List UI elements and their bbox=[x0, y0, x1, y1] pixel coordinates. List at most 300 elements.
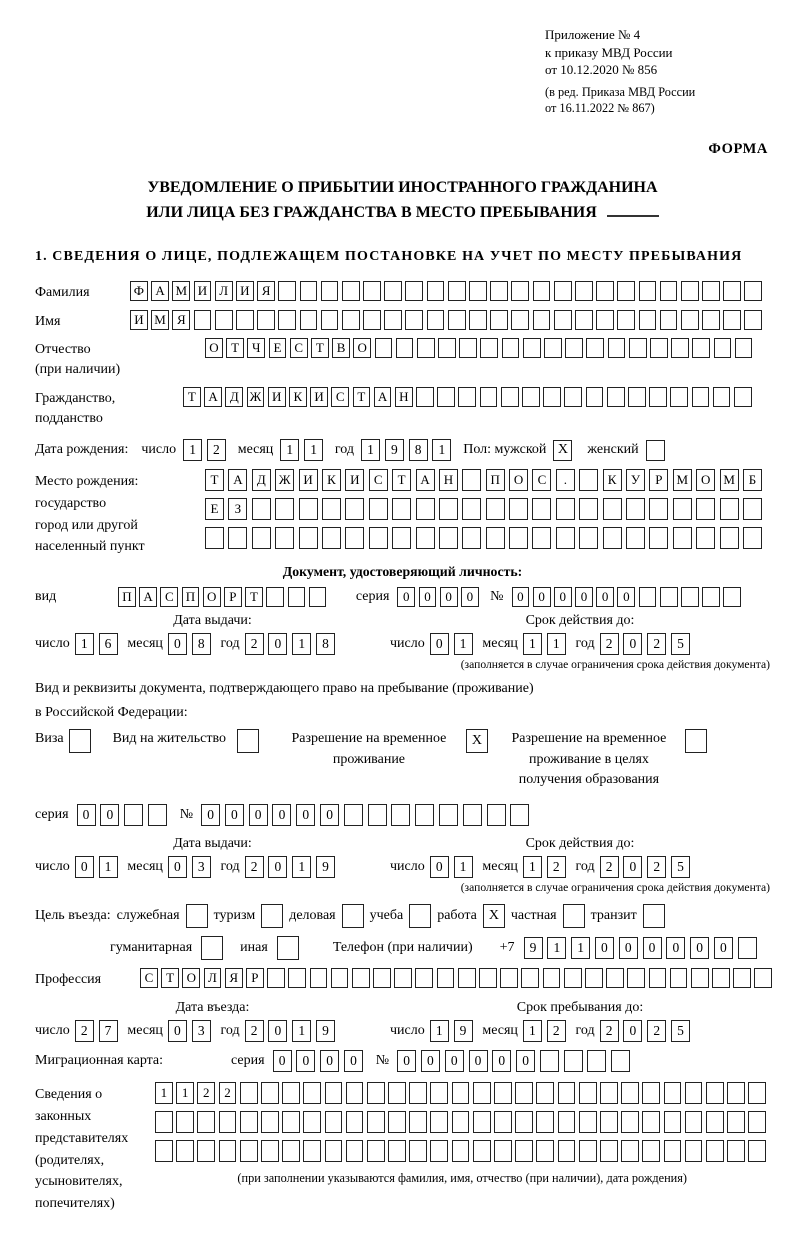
char-cell: 2 bbox=[547, 1020, 566, 1042]
representatives-label-line: попечителях) bbox=[35, 1195, 115, 1211]
char-cell: 0 bbox=[421, 1050, 440, 1072]
char-cell: 1 bbox=[183, 439, 202, 461]
char-cell bbox=[532, 498, 551, 520]
char-cell bbox=[303, 1140, 321, 1162]
char-cell: 0 bbox=[461, 587, 479, 607]
char-cell bbox=[494, 1082, 512, 1104]
char-cell bbox=[325, 1111, 343, 1133]
doc-series-label: серия bbox=[355, 589, 390, 605]
char-cell bbox=[723, 587, 741, 607]
issue-day-cells bbox=[75, 633, 123, 655]
char-cell: 5 bbox=[671, 856, 690, 878]
char-cell bbox=[325, 1082, 343, 1104]
title-line-2 bbox=[35, 201, 770, 226]
char-cell bbox=[430, 1082, 448, 1104]
char-cell: 9 bbox=[524, 937, 543, 959]
representatives-label-line: (родителях, bbox=[35, 1152, 105, 1168]
char-cell bbox=[564, 1050, 583, 1072]
char-cell: 0 bbox=[75, 856, 94, 878]
char-cell: 0 bbox=[268, 633, 287, 655]
char-cell bbox=[439, 804, 458, 826]
char-cell: И bbox=[345, 469, 364, 491]
char-cell bbox=[342, 281, 360, 301]
day-label: число bbox=[35, 859, 70, 875]
purpose-delovaya-label: деловая bbox=[289, 908, 336, 924]
char-cell: 7 bbox=[99, 1020, 118, 1042]
char-cell bbox=[564, 968, 582, 988]
birth-place-label-line: Место рождения: bbox=[35, 474, 139, 490]
char-cell bbox=[649, 498, 668, 520]
char-cell bbox=[236, 310, 254, 330]
char-cell bbox=[733, 968, 751, 988]
char-cell bbox=[325, 1140, 343, 1162]
char-cell bbox=[452, 1111, 470, 1133]
day-label: число bbox=[390, 1023, 425, 1039]
char-cell bbox=[288, 968, 306, 988]
year-label: год bbox=[575, 1023, 595, 1039]
char-cell bbox=[579, 469, 598, 491]
residence-options-row bbox=[35, 729, 770, 790]
char-cell: С bbox=[532, 469, 551, 491]
char-cell bbox=[439, 527, 458, 549]
char-cell: 0 bbox=[77, 804, 96, 826]
char-cell bbox=[494, 1111, 512, 1133]
series-label: серия bbox=[35, 807, 69, 823]
char-cell: 0 bbox=[623, 856, 642, 878]
form-title bbox=[35, 176, 770, 226]
char-cell bbox=[681, 310, 699, 330]
char-cell: 1 bbox=[155, 1082, 173, 1104]
entry-date-fields bbox=[35, 1020, 390, 1042]
char-cell bbox=[543, 968, 561, 988]
series-label: серия bbox=[231, 1053, 265, 1069]
char-cell bbox=[696, 498, 715, 520]
female-checkbox bbox=[646, 440, 665, 461]
char-cell bbox=[391, 804, 410, 826]
char-cell bbox=[197, 1111, 215, 1133]
purpose-inaya-label: иная bbox=[240, 940, 268, 956]
migration-card-label: Миграционная карта: bbox=[35, 1053, 164, 1069]
month-label: месяц bbox=[127, 859, 163, 875]
char-cell bbox=[540, 1050, 559, 1072]
char-cell bbox=[148, 804, 167, 826]
char-cell: Т bbox=[245, 587, 263, 607]
char-cell bbox=[515, 1111, 533, 1133]
char-cell bbox=[702, 281, 720, 301]
char-cell: 9 bbox=[385, 439, 404, 461]
number-label: № bbox=[179, 807, 194, 823]
gender-female-label: женский bbox=[587, 442, 639, 458]
char-cell bbox=[427, 310, 445, 330]
char-cell bbox=[261, 1140, 279, 1162]
char-cell: Т bbox=[353, 387, 371, 407]
profession-row bbox=[35, 968, 770, 990]
char-cell: Е bbox=[205, 498, 224, 520]
surname-label: Фамилия bbox=[35, 285, 90, 301]
char-cell bbox=[299, 498, 318, 520]
gender-male-label: Пол: мужской bbox=[463, 442, 547, 458]
char-cell bbox=[462, 469, 481, 491]
doc-number-label: № bbox=[490, 589, 504, 605]
birth-day-cells bbox=[183, 439, 231, 461]
char-cell bbox=[511, 281, 529, 301]
day-label: число bbox=[35, 636, 70, 652]
char-cell bbox=[500, 968, 518, 988]
char-cell bbox=[502, 338, 520, 358]
validity-date-heading: Срок действия до: bbox=[525, 836, 635, 852]
char-cell: О bbox=[509, 469, 528, 491]
char-cell: 0 bbox=[168, 1020, 187, 1042]
char-cell bbox=[720, 498, 739, 520]
identity-doc-heading: Документ, удостоверяющий личность: bbox=[282, 563, 523, 579]
char-cell bbox=[309, 587, 327, 607]
char-cell bbox=[536, 1082, 554, 1104]
char-cell: Б bbox=[743, 469, 762, 491]
profession-label: Профессия bbox=[35, 972, 102, 988]
char-cell: Л bbox=[204, 968, 222, 988]
char-cell: 0 bbox=[714, 937, 733, 959]
char-cell: Д bbox=[225, 387, 243, 407]
birth-place-label-line: государство bbox=[35, 495, 107, 511]
char-cell bbox=[392, 527, 411, 549]
option-visa bbox=[35, 729, 91, 753]
char-cell: 0 bbox=[268, 856, 287, 878]
char-cell bbox=[558, 1140, 576, 1162]
char-cell bbox=[368, 804, 387, 826]
month-label: месяц bbox=[127, 636, 163, 652]
char-cell bbox=[266, 587, 284, 607]
char-cell bbox=[691, 968, 709, 988]
char-cell bbox=[458, 387, 476, 407]
char-cell: . bbox=[556, 469, 575, 491]
char-cell bbox=[628, 387, 646, 407]
doc-kind-cells bbox=[118, 587, 330, 607]
patronymic-label bbox=[35, 338, 205, 381]
char-cell bbox=[521, 968, 539, 988]
profession-cells bbox=[140, 968, 776, 988]
char-cell bbox=[331, 968, 349, 988]
char-cell bbox=[473, 1082, 491, 1104]
char-cell bbox=[587, 1050, 606, 1072]
char-cell: 2 bbox=[600, 856, 619, 878]
representatives-cells-block bbox=[155, 1082, 769, 1186]
char-cell bbox=[282, 1140, 300, 1162]
representatives-row bbox=[35, 1082, 770, 1214]
option-temp-residence bbox=[283, 729, 488, 770]
char-cell bbox=[409, 1111, 427, 1133]
char-cell: 1 bbox=[523, 633, 542, 655]
char-cell bbox=[394, 968, 412, 988]
residence-permit-checkbox bbox=[237, 729, 259, 753]
validity-date-col bbox=[390, 836, 770, 902]
char-cell bbox=[627, 968, 645, 988]
char-cell: Т bbox=[226, 338, 244, 358]
char-cell bbox=[416, 527, 435, 549]
char-cell: 0 bbox=[419, 587, 437, 607]
char-cell: 2 bbox=[245, 1020, 264, 1042]
representatives-label-line: усыновителях, bbox=[35, 1174, 123, 1190]
char-cell bbox=[321, 310, 339, 330]
char-cell: 3 bbox=[192, 856, 211, 878]
purpose-gumanitarnaya-checkbox bbox=[201, 936, 223, 960]
validity-date-col bbox=[390, 613, 770, 679]
char-cell bbox=[626, 498, 645, 520]
char-cell bbox=[275, 498, 294, 520]
residence-permit-label: Вид на жительство bbox=[112, 731, 226, 747]
issue-date-fields bbox=[35, 856, 390, 878]
char-cell bbox=[600, 1111, 618, 1133]
char-cell bbox=[278, 310, 296, 330]
char-cell: Ж bbox=[247, 387, 265, 407]
char-cell: 2 bbox=[245, 633, 264, 655]
char-cell: 0 bbox=[225, 804, 244, 826]
name-row bbox=[35, 310, 770, 332]
char-cell bbox=[743, 498, 762, 520]
char-cell: П bbox=[182, 587, 200, 607]
char-cell bbox=[416, 498, 435, 520]
year-label: год bbox=[334, 442, 355, 458]
char-cell bbox=[642, 1111, 660, 1133]
char-cell: 2 bbox=[219, 1082, 237, 1104]
char-cell: Т bbox=[183, 387, 201, 407]
char-cell: Д bbox=[252, 469, 271, 491]
char-cell bbox=[600, 1140, 618, 1162]
char-cell: 0 bbox=[575, 587, 593, 607]
purpose-turizm-label: туризм bbox=[213, 908, 256, 924]
char-cell bbox=[522, 387, 540, 407]
char-cell bbox=[543, 387, 561, 407]
char-cell bbox=[369, 527, 388, 549]
char-cell: Я bbox=[225, 968, 243, 988]
char-cell: 8 bbox=[409, 439, 428, 461]
char-cell bbox=[384, 310, 402, 330]
migration-series-cells bbox=[273, 1050, 368, 1072]
phone-prefix: +7 bbox=[499, 940, 515, 956]
char-cell bbox=[388, 1082, 406, 1104]
purpose-tranzit-label: транзит bbox=[590, 908, 637, 924]
char-cell bbox=[509, 527, 528, 549]
char-cell: К bbox=[603, 469, 622, 491]
char-cell: 9 bbox=[316, 1020, 335, 1042]
doc-kind-label: вид bbox=[35, 588, 57, 604]
validity-year-cells bbox=[600, 633, 695, 655]
char-cell bbox=[228, 527, 247, 549]
char-cell bbox=[282, 1111, 300, 1133]
reference-line: от 10.12.2020 № 856 bbox=[545, 62, 658, 78]
char-cell: У bbox=[626, 469, 645, 491]
reference-line: Приложение № 4 bbox=[545, 27, 641, 42]
char-cell: 9 bbox=[316, 856, 335, 878]
month-label: месяц bbox=[237, 442, 274, 458]
birth-year-cells bbox=[361, 439, 456, 461]
char-cell bbox=[670, 387, 688, 407]
char-cell: В bbox=[332, 338, 350, 358]
male-checkbox: X bbox=[553, 440, 572, 461]
char-cell: 0 bbox=[397, 587, 415, 607]
char-cell: 2 bbox=[647, 856, 666, 878]
char-cell bbox=[215, 310, 233, 330]
char-cell: 1 bbox=[292, 633, 311, 655]
char-cell: 0 bbox=[533, 587, 551, 607]
option-temp-residence-education bbox=[504, 729, 707, 790]
char-cell bbox=[510, 804, 529, 826]
char-cell bbox=[469, 281, 487, 301]
option-residence-permit bbox=[113, 729, 259, 753]
char-cell: 2 bbox=[207, 439, 226, 461]
char-cell bbox=[261, 1111, 279, 1133]
char-cell bbox=[462, 527, 481, 549]
char-cell bbox=[579, 498, 598, 520]
char-cell bbox=[437, 968, 455, 988]
char-cell bbox=[714, 338, 732, 358]
char-cell bbox=[642, 1140, 660, 1162]
char-cell bbox=[194, 310, 212, 330]
residence-series-cells bbox=[77, 804, 172, 826]
stay-month-cells bbox=[523, 1020, 571, 1042]
char-cell bbox=[660, 281, 678, 301]
char-cell bbox=[352, 968, 370, 988]
char-cell: А bbox=[416, 469, 435, 491]
char-cell: 0 bbox=[320, 804, 339, 826]
patronymic-label-line2: (при наличии) bbox=[35, 362, 121, 378]
char-cell bbox=[713, 387, 731, 407]
month-label: месяц bbox=[482, 1023, 518, 1039]
char-cell bbox=[738, 937, 757, 959]
residence-doc-line2: в Российской Федерации: bbox=[35, 705, 188, 721]
representatives-label-line: Сведения о bbox=[35, 1087, 103, 1103]
char-cell: Я bbox=[257, 281, 275, 301]
char-cell bbox=[720, 527, 739, 549]
validity-year-cells bbox=[600, 856, 695, 878]
char-cell bbox=[606, 968, 624, 988]
month-label: месяц bbox=[482, 636, 518, 652]
char-cell bbox=[405, 310, 423, 330]
char-cell bbox=[629, 338, 647, 358]
char-cell bbox=[617, 310, 635, 330]
char-cell bbox=[754, 968, 772, 988]
char-cell bbox=[585, 968, 603, 988]
char-cell bbox=[642, 1082, 660, 1104]
char-cell bbox=[564, 387, 582, 407]
char-cell bbox=[611, 1050, 630, 1072]
char-cell bbox=[664, 1140, 682, 1162]
migration-number-cells bbox=[397, 1050, 635, 1072]
char-cell bbox=[596, 310, 614, 330]
char-cell bbox=[558, 1111, 576, 1133]
char-cell bbox=[363, 310, 381, 330]
char-cell bbox=[409, 1140, 427, 1162]
citizenship-label-line2: подданство bbox=[35, 410, 103, 426]
char-cell: С bbox=[160, 587, 178, 607]
char-cell: Т bbox=[161, 968, 179, 988]
stay-until-col bbox=[390, 1000, 770, 1042]
char-cell bbox=[490, 310, 508, 330]
char-cell bbox=[494, 1140, 512, 1162]
char-cell bbox=[240, 1082, 258, 1104]
entry-month-cells bbox=[168, 1020, 216, 1042]
char-cell bbox=[322, 498, 341, 520]
blank-underline bbox=[607, 215, 659, 217]
entry-purpose-label: Цель въезда: bbox=[35, 908, 111, 924]
char-cell bbox=[744, 281, 762, 301]
char-cell bbox=[664, 1082, 682, 1104]
char-cell bbox=[459, 338, 477, 358]
issue-date-heading: Дата выдачи: bbox=[173, 836, 252, 852]
purpose-gumanitarnaya-label: гуманитарная bbox=[110, 940, 193, 956]
char-cell bbox=[463, 804, 482, 826]
purpose-chastnaya-label: частная bbox=[510, 908, 557, 924]
number-label: № bbox=[375, 1053, 390, 1069]
char-cell bbox=[299, 527, 318, 549]
representatives-cells-row3 bbox=[155, 1140, 769, 1169]
char-cell: 1 bbox=[292, 1020, 311, 1042]
representatives-label-line: законных bbox=[35, 1109, 92, 1125]
char-cell bbox=[621, 1140, 639, 1162]
char-cell bbox=[671, 338, 689, 358]
migration-card-row bbox=[35, 1050, 770, 1072]
char-cell: 1 bbox=[99, 856, 118, 878]
char-cell: 8 bbox=[316, 633, 335, 655]
char-cell bbox=[344, 804, 363, 826]
char-cell: 1 bbox=[361, 439, 380, 461]
char-cell: 0 bbox=[617, 587, 635, 607]
char-cell: З bbox=[228, 498, 247, 520]
validity-day-cells bbox=[430, 633, 478, 655]
char-cell bbox=[685, 1111, 703, 1133]
char-cell bbox=[155, 1111, 173, 1133]
representatives-label-line: представителях bbox=[35, 1130, 129, 1146]
char-cell: А bbox=[151, 281, 169, 301]
temp-residence-education-checkbox bbox=[685, 729, 707, 753]
char-cell bbox=[384, 281, 402, 301]
purpose-rabota-label: работа bbox=[437, 908, 477, 924]
identity-doc-dates bbox=[35, 613, 770, 679]
char-cell bbox=[621, 1111, 639, 1133]
char-cell: 0 bbox=[296, 804, 315, 826]
char-cell: 1 bbox=[571, 937, 590, 959]
char-cell bbox=[501, 387, 519, 407]
residence-doc-number-row bbox=[35, 804, 770, 826]
char-cell: И bbox=[268, 387, 286, 407]
char-cell bbox=[480, 338, 498, 358]
birth-place-cells-row2 bbox=[205, 498, 766, 527]
char-cell: 0 bbox=[168, 633, 187, 655]
char-cell: М bbox=[172, 281, 190, 301]
char-cell bbox=[473, 1140, 491, 1162]
char-cell bbox=[342, 310, 360, 330]
char-cell bbox=[288, 587, 306, 607]
char-cell: А bbox=[228, 469, 247, 491]
birth-place-cells-block bbox=[205, 469, 766, 556]
surname-row bbox=[35, 281, 770, 303]
char-cell bbox=[197, 1140, 215, 1162]
char-cell: 1 bbox=[176, 1082, 194, 1104]
char-cell: С bbox=[331, 387, 349, 407]
char-cell bbox=[282, 1082, 300, 1104]
purpose-tranzit-checkbox bbox=[643, 904, 665, 928]
char-cell: 1 bbox=[547, 937, 566, 959]
issue-day-cells bbox=[75, 856, 123, 878]
char-cell bbox=[639, 281, 657, 301]
phone-label: Телефон (при наличии) bbox=[332, 940, 473, 956]
char-cell bbox=[556, 498, 575, 520]
char-cell: О bbox=[203, 587, 221, 607]
char-cell bbox=[509, 498, 528, 520]
char-cell bbox=[523, 338, 541, 358]
year-label: год bbox=[220, 636, 240, 652]
char-cell bbox=[473, 1111, 491, 1133]
char-cell bbox=[396, 338, 414, 358]
